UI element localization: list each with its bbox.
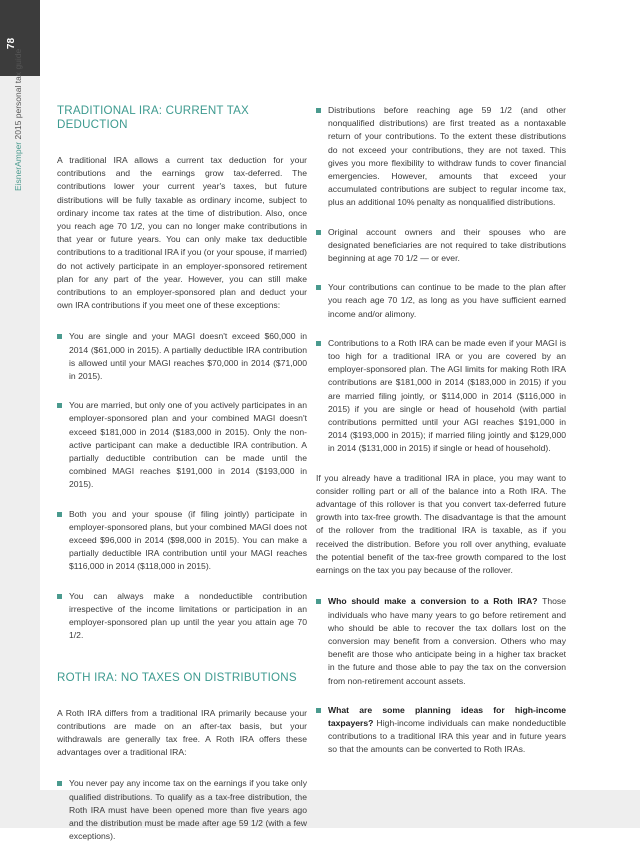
rollover-paragraph: If you already have a traditional IRA in place, you may want to consider rolling part or all of the balance into a Roth IRA. The advantage of this rollover is that you convert tax-deferred future growth into tax-free growth. The disadvantage is that the amount of the rollover from the traditional IRA is taxable, as if you received the distribution. Before you roll over anything, evaluate the potential benefit of the tax-free growth compared to the lost earnings on the tax you pay because of the rollover. [316,472,566,576]
list-item: You are single and your MAGI doesn't exceed $60,000 in 2014 ($61,000 in 2015). A partially deductible IRA contribution is allowed until your MAGI reaches $70,000 in 2014 ($71,000 in 2015). [57,330,307,383]
right-column [316,104,566,773]
qa-question: What are some planning ideas for high-income taxpayers? [328,704,566,728]
bullet-icon [57,512,62,517]
bullet-icon [316,230,321,235]
bullet-icon [57,403,62,408]
qa-answer: Those individuals who have many years to go before retirement and who should be able to recover the tax dollars lost on the conversion may benefit from a conversion. Others who may benefit are those who anticipate being in a higher tax bracket in the future and those able to pay the tax on the conversion from non-retirement account assets. [328,596,566,686]
list-item: Your contributions can continue to be made to the plan after you reach age 70 1/2, as long as you have sufficient earned income and/or alimony. [316,281,566,321]
list-item: You are married, but only one of you actively participates in an employer-sponsored plan and your combined MAGI doesn't exceed $181,000 in 2014 ($183,000 in 2015). Only the non-active participant can make a deductible IRA contribution. A partially deductible contribution can be made until the combined MAGI reaches $191,000 in 2014 ($193,000 in 2015). [57,399,307,491]
roth-advantages-continued [316,104,566,456]
list-item: Both you and your spouse (if filing jointly) participate in employer-sponsored plans, but your combined MAGI does not exceed $96,000 in 2014 ($98,000 in 2015). You can make a partially deductible IRA contribution until your MAGI reaches $116,000 in 2014 ($118,000 in 2015). [57,508,307,574]
roth-advantages-list [57,777,307,843]
page-number: 78 [6,37,18,50]
bullet-icon [316,285,321,290]
list-item: You never pay any income tax on the earnings if you take only qualified distributions. To qualify as a tax-free distribution, the Roth IRA must have been opened more than five years ago and the distribution must be made after age 59 1/2 (with a few exceptions). [57,777,307,843]
bullet-icon [316,108,321,113]
qa-item [316,704,566,757]
qa-item [316,595,566,687]
page-sidebar [0,0,40,828]
list-item: Original account owners and their spouses who are designated beneficiaries are not required to take distributions beginning at age 70 1/2 — or ever. [316,226,566,266]
qa-answer: High-income individuals can make nondeductible contributions to a traditional IRA this year and in future years so that the amounts can be converted to Roth IRAs. [328,717,566,755]
left-column [57,104,307,859]
heading-roth-ira: ROTH IRA: NO TAXES ON DISTRIBUTIONS [57,670,297,684]
guide-title: 2015 personal tax guide [13,48,23,142]
running-head [13,48,23,191]
bullet-icon [57,594,62,599]
bullet-icon [316,708,321,713]
traditional-intro: A traditional IRA allows a current tax deduction for your contributions and the earnings grow tax-deferred. The contributions lower your current year's taxes, but future distributions will be fully taxable as ordinary income, subject to ordinary income tax rates at the time of distribution. Also, once you reach age 70 1/2, you can no longer make contributions in that year or future years. You can only make tax deductible contributions to a traditional IRA if you (or your spouse, if married) do not actively participate in an employer-sponsored retirement plan for any part of the year. However, you can still make contributions to an employer-sponsored plan and deduct your own IRA contributions if you meet one of these exceptions: [57,155,307,311]
list-item: Distributions before reaching age 59 1/2 (and other nonqualified distributions) are first treated as a nontaxable return of your contributions. To the extent these distributions do not exceed your contributions, they are not taxed. This gives you more flexibility to withdraw funds to cover financial emergencies. However, amounts that exceed your accumulated contributions are subject to regular income tax, plus an additional 10% penalty as nonqualified distributions. [316,104,566,210]
bullet-icon [316,599,321,604]
list-item: You can always make a nondeductible contribution irrespective of the income limitations or participation in an employer-sponsored plan up until the year you attain age 70 1/2. [57,590,307,643]
heading-traditional-ira: TRADITIONAL IRA: CURRENT TAX DEDUCTION [57,104,249,131]
bullet-icon [316,341,321,346]
qa-list [316,595,566,756]
qa-question: Who should make a conversion to a Roth IRA? [328,596,538,607]
bullet-icon [57,781,62,786]
exceptions-list [57,330,307,642]
bullet-icon [57,334,62,339]
roth-intro: A Roth IRA differs from a traditional IRA primarily because your contributions are made on an after-tax basis, but your withdrawals are generally tax free. A Roth IRA offers these advantages over a traditional IRA: [57,707,307,758]
brand-name: EisnerAmper [13,141,23,191]
list-item: Contributions to a Roth IRA can be made even if your MAGI is too high for a traditional IRA or you are covered by an employer-sponsored plan. The AGI limits for making Roth IRA contributions are $181,000 in 2014 ($183,000 in 2015) if you are married filing jointly, or $114,000 in 2014 ($116,000 in 2015) if you are single or head of household (with partial contributions permitted until your AGI reaches $191,000 in 2014 ($193,000 in 2015); if married filing jointly and $129,000 in 2014 ($131,000 in 2015) if single or head of household). [316,337,566,456]
